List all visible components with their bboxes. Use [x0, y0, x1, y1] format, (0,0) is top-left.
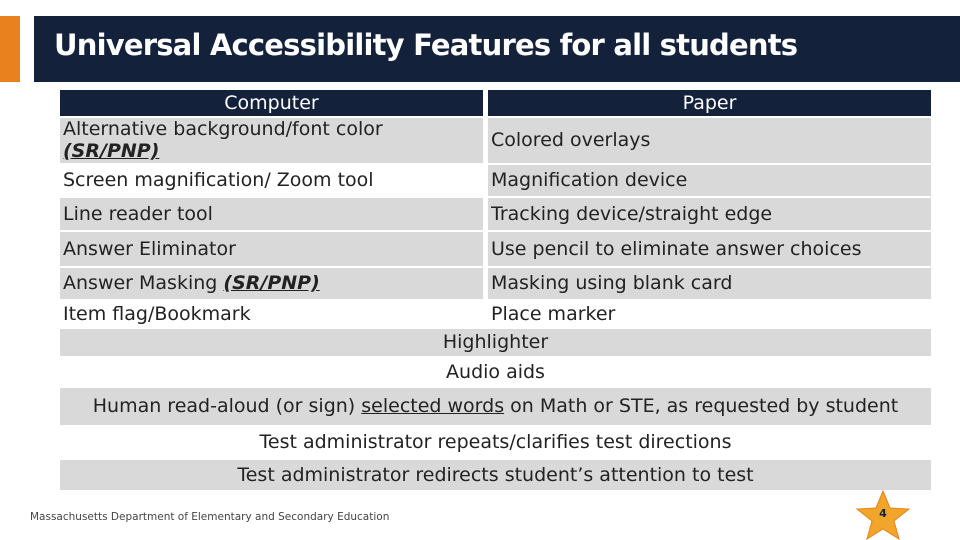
- slide-title: Universal Accessibility Features for all students: [54, 28, 798, 62]
- accent-bar: [0, 16, 20, 82]
- header-computer: Computer: [60, 90, 483, 116]
- cell-computer-tag: (SR/PNP): [223, 272, 320, 294]
- cell-paper: Magnification device: [488, 165, 931, 196]
- table-row: [60, 198, 931, 230]
- table-row: [60, 388, 931, 425]
- table-row: [60, 460, 931, 490]
- cell-paper: Colored overlays: [488, 118, 931, 163]
- table-row: [60, 329, 931, 356]
- read-aloud-text-end: on Math or STE, as requested by student: [504, 395, 899, 417]
- cell-paper: Tracking device/straight edge: [488, 198, 931, 230]
- cell-shared: Highlighter: [60, 329, 931, 356]
- page-number: 4: [879, 507, 887, 520]
- cell-computer: Screen magnification/ Zoom tool: [60, 165, 483, 196]
- table-row: [60, 165, 931, 196]
- table-row: [60, 268, 931, 299]
- selected-words-text: selected words: [361, 395, 505, 417]
- cell-paper: Use pencil to eliminate answer choices: [488, 232, 931, 266]
- cell-shared: Test administrator redirects student’s attention to test: [60, 460, 931, 490]
- footer-text: Massachusetts Department of Elementary and Secondary Education: [30, 511, 390, 523]
- cell-computer: [60, 118, 483, 163]
- table-header: [60, 90, 931, 116]
- cell-computer: Line reader tool: [60, 198, 483, 230]
- table-row: [60, 358, 931, 386]
- cell-computer: Answer Eliminator: [60, 232, 483, 266]
- cell-computer-text: Alternative background/font color: [63, 118, 383, 140]
- cell-computer-tag: (SR/PNP): [63, 140, 160, 162]
- cell-computer: Item flag/Bookmark: [60, 301, 483, 327]
- table-row: [60, 232, 931, 266]
- table-row: [60, 427, 931, 458]
- cell-paper: Place marker: [488, 301, 931, 327]
- table-row: [60, 118, 931, 163]
- cell-computer-text: Answer Masking: [63, 272, 224, 294]
- read-aloud-text: Human read-aloud (or sign): [92, 395, 362, 417]
- header-paper: Paper: [488, 90, 931, 116]
- cell-shared: Audio aids: [60, 358, 931, 386]
- table-row: [60, 301, 931, 327]
- cell-shared: Test administrator repeats/clarifies test directions: [60, 427, 931, 458]
- cell-paper: Masking using blank card: [488, 268, 931, 299]
- title-bar: [34, 16, 960, 82]
- cell-shared: [60, 388, 931, 425]
- cell-computer: [60, 268, 483, 299]
